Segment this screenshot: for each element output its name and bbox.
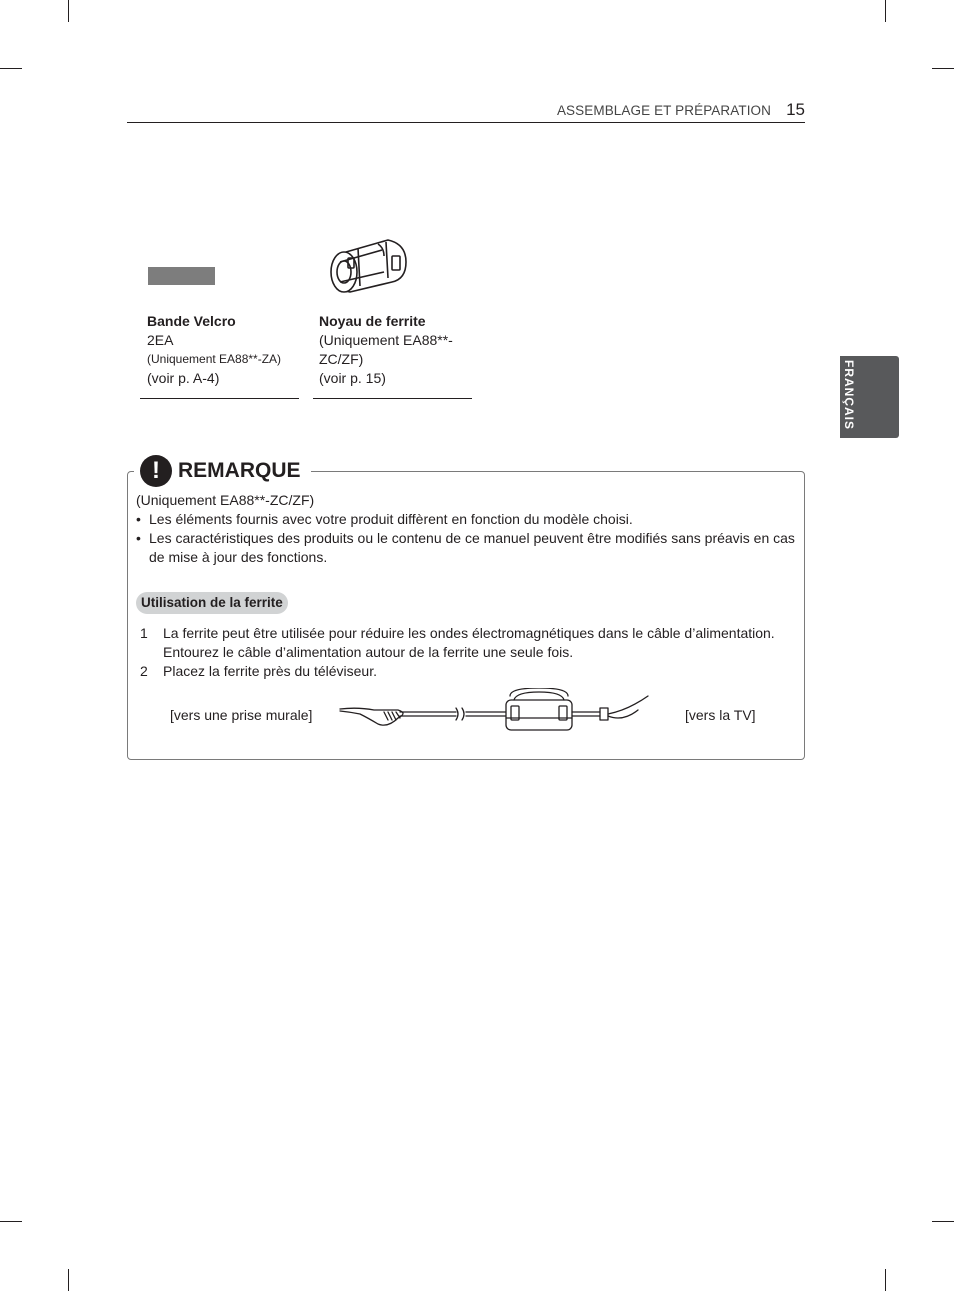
step-item xyxy=(140,624,813,662)
crop-mark xyxy=(932,1221,954,1222)
note-title: REMARQUE xyxy=(178,459,301,482)
step-item xyxy=(140,662,813,681)
note-header xyxy=(134,453,311,489)
bullet-dot: • xyxy=(136,511,141,527)
crop-mark xyxy=(885,0,886,22)
item-detail: 2EA xyxy=(147,332,174,348)
diagram-label-tv: [vers la TV] xyxy=(685,707,756,723)
section-title: ASSEMBLAGE ET PRÉPARATION xyxy=(556,103,771,118)
item-detail: ZC/ZF) xyxy=(319,351,364,367)
note-bullet-text: Les caractéristiques des produits ou le contenu de ce manuel peuvent être modifiés sans préavis en cas de mise à jour des fonctions. xyxy=(149,530,795,565)
item-divider xyxy=(313,398,472,399)
power-cable-ferrite-icon xyxy=(338,688,650,736)
crop-mark xyxy=(0,68,22,69)
exclamation-icon: ! xyxy=(140,455,172,487)
subheading-badge: Utilisation de la ferrite xyxy=(136,592,288,614)
note-bullet-text: Les éléments fournis avec votre produit diffèrent en fonction du modèle choisi. xyxy=(149,511,633,527)
diagram-label-wall: [vers une prise murale] xyxy=(170,707,313,723)
item-divider xyxy=(140,398,299,399)
page-header xyxy=(127,100,805,123)
crop-mark xyxy=(932,68,954,69)
velcro-strip-image xyxy=(148,267,215,285)
crop-mark xyxy=(68,1269,69,1291)
item-detail: (voir p. A-4) xyxy=(147,370,220,386)
note-bullet xyxy=(136,510,799,529)
note-intro: (Uniquement EA88**-ZC/ZF) xyxy=(136,492,315,508)
language-tab xyxy=(840,356,899,438)
crop-mark xyxy=(885,1269,886,1291)
step-number: 1 xyxy=(140,625,148,641)
item-velcro xyxy=(147,312,281,388)
crop-mark xyxy=(68,0,69,22)
step-text: La ferrite peut être utilisée pour réduire les ondes électromagnétiques dans le câble d’alimentation. Entourez le câble d’alimentation autour de la ferrite une seule fois. xyxy=(163,625,775,660)
item-ferrite xyxy=(319,312,453,388)
item-detail: (Uniquement EA88**- xyxy=(319,332,453,348)
language-tab-label: FRANÇAIS xyxy=(842,360,856,430)
item-name: Noyau de ferrite xyxy=(319,313,426,329)
step-number: 2 xyxy=(140,663,148,679)
bullet-dot: • xyxy=(136,530,141,546)
note-bullet xyxy=(136,529,799,567)
item-detail: (Uniquement EA88**-ZA) xyxy=(147,352,282,366)
item-detail: (voir p. 15) xyxy=(319,370,386,386)
ferrite-core-icon xyxy=(326,234,412,294)
crop-mark xyxy=(0,1221,22,1222)
page-number: 15 xyxy=(786,100,805,119)
item-name: Bande Velcro xyxy=(147,313,236,329)
step-text: Placez la ferrite près du téléviseur. xyxy=(163,663,377,679)
